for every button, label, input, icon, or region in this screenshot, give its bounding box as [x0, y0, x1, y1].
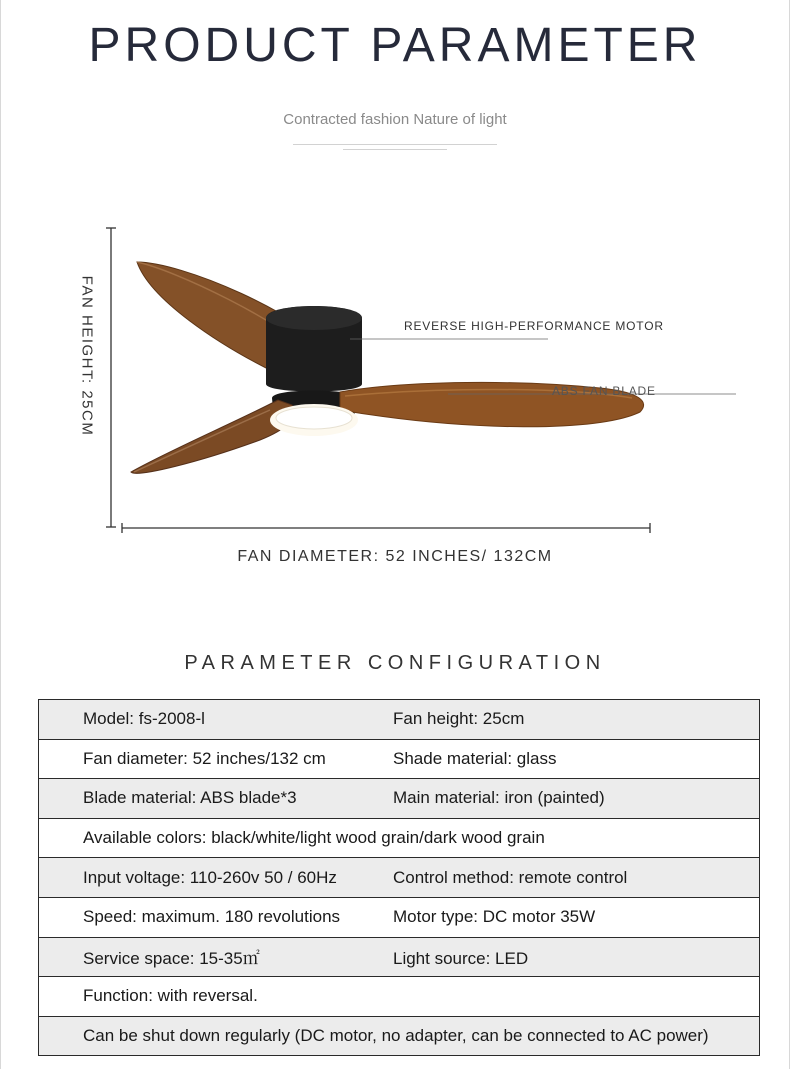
- param-blade-material: Blade material: ABS blade*3: [83, 788, 297, 808]
- table-cell: [39, 1016, 760, 1056]
- table-row: [39, 818, 760, 858]
- parameter-table: [38, 699, 760, 1056]
- table-row: [39, 858, 760, 898]
- param-motor-type: Motor type: DC motor 35W: [393, 907, 596, 927]
- param-available-colors: Available colors: black/white/light wood grain/dark wood grain: [83, 828, 545, 848]
- fan-diameter-label: FAN DIAMETER: 52 INCHES/ 132CM: [237, 548, 553, 565]
- fan-height-label: FAN HEIGHT: 25CM: [78, 275, 96, 437]
- table-cell: [39, 977, 760, 1017]
- page-subtitle: Contracted fashion Nature of light: [283, 111, 507, 128]
- table-row: [39, 779, 760, 819]
- param-input-voltage: Input voltage: 110-260v 50 / 60Hz: [83, 867, 337, 887]
- table-row: [39, 897, 760, 937]
- blade-callout-label: ABS FAN BLADE: [552, 384, 656, 398]
- table-cell: [39, 897, 760, 937]
- section-title-parameter-configuration: PARAMETER CONFIGURATION: [184, 652, 606, 674]
- param-fan-diameter: Fan diameter: 52 inches/132 cm: [83, 748, 326, 768]
- motor-callout-label: REVERSE HIGH-PERFORMANCE MOTOR: [404, 319, 664, 333]
- param-service-space: Service space: 15-35㎡: [83, 949, 260, 969]
- table-row: [39, 700, 760, 740]
- param-speed: Speed: maximum. 180 revolutions: [83, 907, 341, 927]
- param-main-material: Main material: iron (painted): [393, 788, 605, 808]
- table-cell: [39, 818, 760, 858]
- param-model: Model: fs-2008-l: [83, 709, 205, 729]
- table-cell: [39, 700, 760, 740]
- param-light-source: Light source: LED: [393, 949, 529, 969]
- table-cell: [39, 858, 760, 898]
- param-control-method: Control method: remote control: [393, 867, 628, 887]
- table-row: [39, 937, 760, 977]
- param-shade-material: Shade material: glass: [393, 748, 557, 768]
- param-function: Function: with reversal.: [83, 986, 258, 1006]
- table-cell: [39, 779, 760, 819]
- param-shutdown-note: Can be shut down regularly (DC motor, no adapter, can be connected to AC power): [83, 1026, 709, 1046]
- page-title: PRODUCT PARAMETER: [88, 19, 702, 72]
- table-cell: [39, 739, 760, 779]
- table-cell: [39, 937, 760, 977]
- table-row: [39, 739, 760, 779]
- fan-light-dome: [276, 407, 352, 429]
- fan-motor-top: [266, 306, 362, 330]
- param-fan-height: Fan height: 25cm: [393, 709, 525, 729]
- table-row: [39, 977, 760, 1017]
- table-row: [39, 1016, 760, 1056]
